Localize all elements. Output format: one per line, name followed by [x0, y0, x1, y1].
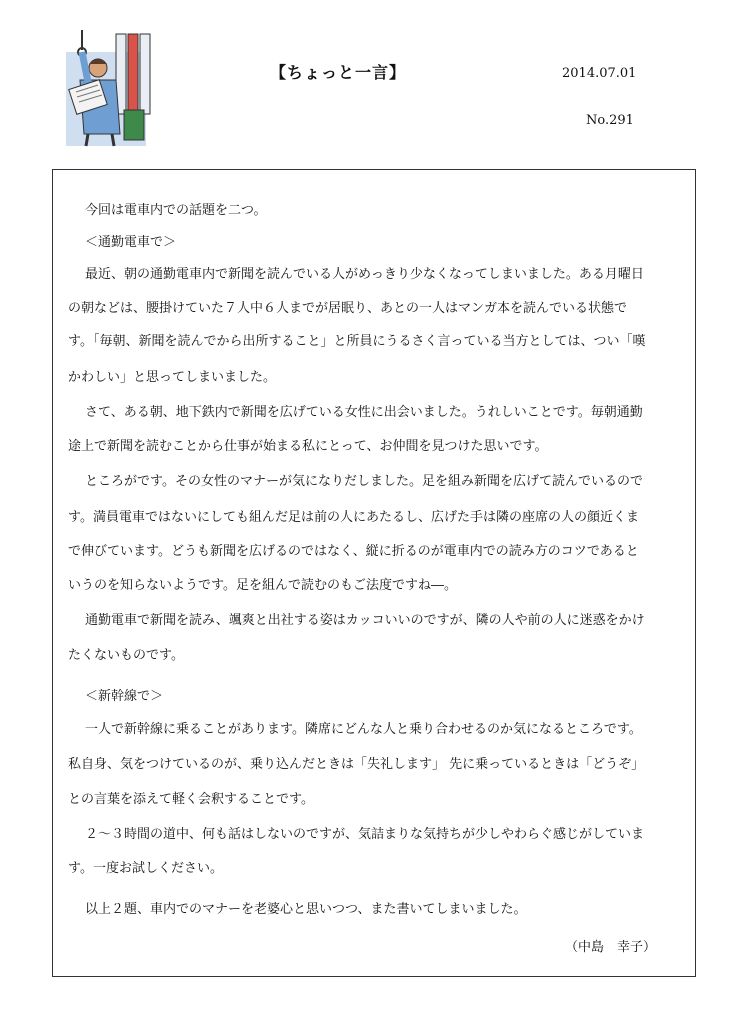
paragraph-line: の朝などは、腰掛けていた７人中６人までが居眠り、あとの一人はマンガ本を読んでいる状態で: [68, 301, 628, 316]
paragraph-line: ２～３時間の道中、何も話はしないのですが、気詰まりな気持ちが少しやわらぐ感じがしていま: [85, 827, 645, 842]
paragraph-line: す。一度お試しください。: [68, 861, 223, 876]
paragraph-line: 今回は電車内での話題を二つ。: [85, 203, 267, 218]
paragraph-line: 以上２題、車内でのマナーを老婆心と思いつつ、また書いてしまいました。: [85, 902, 527, 917]
section-heading: ＜通勤電車で＞: [85, 235, 177, 250]
paragraph-line: かわしい」と思ってしまいました。: [68, 370, 277, 385]
issue-number: No.291: [586, 113, 634, 128]
issue-date: 2014.07.01: [562, 66, 637, 81]
commuter-reading-newspaper-icon: [62, 30, 154, 148]
paragraph-line: 通勤電車で新聞を読み、颯爽と出社する姿はカッコいいのですが、隣の人や前の人に迷惑をかけ: [85, 613, 645, 628]
paragraph-line: 途上で新聞を読むことから仕事が始まる私にとって、お仲間を見つけた思いです。: [68, 439, 548, 454]
paragraph-line: いうのを知らないようです。足を組んで読むのもご法度ですね―。: [68, 578, 457, 593]
paragraph-line: さて、ある朝、地下鉄内で新聞を広げている女性に出会いました。うれしいことです。毎朝通勤: [85, 405, 643, 420]
paragraph-line: ところがです。その女性のマナーが気になりだしました。足を組み新聞を広げて読んでいるので: [85, 474, 643, 489]
section-heading: ＜新幹線で＞: [85, 689, 164, 704]
paragraph-line: 一人で新幹線に乗ることがあります。隣席にどんな人と乗り合わせるのか気になるところです。: [85, 722, 642, 737]
page-title: 【ちょっと一言】: [270, 63, 407, 82]
article-frame: [52, 169, 696, 977]
paragraph-line: たくないものです。: [68, 648, 184, 663]
paragraph-line: との言葉を添えて軽く会釈することです。: [68, 792, 314, 807]
paragraph-line: 私自身、気をつけているのが、乗り込んだときは「失礼します」 先に乗っているときは「どうぞ」: [68, 757, 645, 772]
author-signature: （中島 幸子）: [565, 940, 657, 955]
paragraph-line: 最近、朝の通勤電車内で新聞を読んでいる人がめっきり少なくなってしまいました。ある月曜日: [85, 267, 644, 282]
paragraph-line: で伸びています。どうも新聞を広げるのではなく、縦に折るのが電車内での読み方のコツであると: [68, 544, 639, 559]
paragraph-line: す。「毎朝、新聞を読んでから出所すること」と所員にうるさく言っている当方としては、つい「嘆: [68, 334, 646, 349]
paragraph-line: す。満員電車ではないにしても組んだ足は前の人にあたるし、広げた手は隣の座席の人の顔近くま: [68, 510, 639, 525]
